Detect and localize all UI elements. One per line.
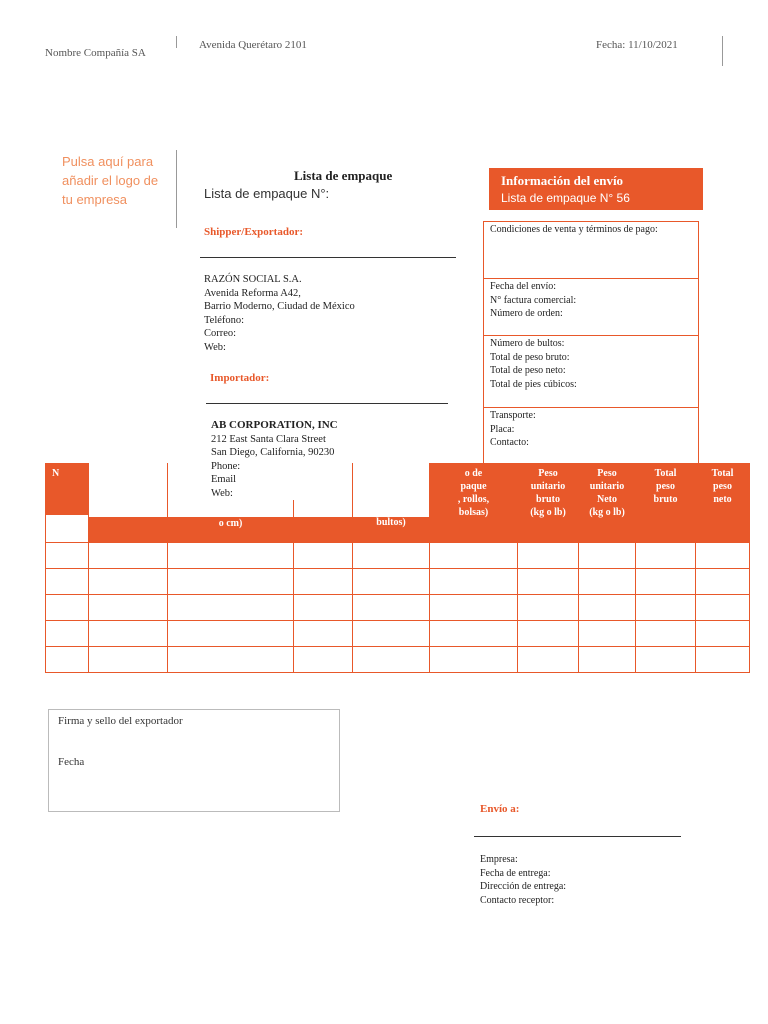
shipper-line: Correo: — [204, 328, 237, 339]
info-section-transport — [484, 408, 698, 464]
shipper-line: Barrio Moderno, Ciudad de México — [204, 301, 355, 312]
importer-line: Web: — [211, 487, 233, 499]
ship-to-line: Fecha de entrega: — [480, 867, 551, 879]
importer-company: AB CORPORATION, INC — [211, 419, 338, 431]
header-date: Fecha: 11/10/2021 — [596, 39, 678, 51]
table-cell[interactable] — [89, 595, 168, 621]
ship-to-line: Contacto receptor: — [480, 894, 555, 906]
table-cell[interactable] — [89, 543, 168, 569]
items-table — [45, 463, 750, 673]
table-cell[interactable] — [168, 543, 294, 569]
table-row — [46, 595, 750, 621]
shipment-info-box — [483, 221, 699, 463]
table-cell[interactable] — [353, 621, 430, 647]
ship-to-line: Dirección de entrega: — [480, 881, 567, 892]
table-cell[interactable] — [636, 647, 696, 673]
table-cell[interactable] — [579, 621, 636, 647]
header-divider-right — [722, 36, 723, 66]
header-cell-total-gross-weight: Total peso bruto — [636, 464, 696, 543]
info-section-shipment — [484, 279, 698, 336]
table-cell[interactable] — [636, 543, 696, 569]
table-cell[interactable] — [168, 569, 294, 595]
shipper-title: Shipper/Exportador: — [204, 226, 304, 238]
header-text: N — [52, 468, 60, 479]
table-cell[interactable] — [518, 543, 579, 569]
table-cell[interactable] — [696, 595, 750, 621]
table-row — [46, 569, 750, 595]
table-cell[interactable] — [353, 595, 430, 621]
importer-line: San Diego, California, 90230 — [211, 447, 335, 458]
ship-to-line: Empresa: — [480, 854, 518, 865]
ship-to-title: Envío a: — [480, 803, 520, 815]
info-line: Total de peso neto: — [490, 365, 566, 376]
importer-title: Importador: — [210, 372, 270, 384]
header-cell-dimensions: o cm) — [168, 464, 294, 543]
ship-to-details — [480, 853, 566, 907]
ship-to-underline — [474, 836, 681, 837]
shipper-details — [204, 273, 355, 354]
table-row — [46, 647, 750, 673]
table-cell[interactable] — [168, 621, 294, 647]
table-cell[interactable] — [294, 595, 353, 621]
table-cell[interactable] — [579, 543, 636, 569]
header-cell-index — [46, 464, 89, 543]
importer-line: Email — [211, 474, 237, 485]
logo-placeholder[interactable]: Pulsa aquí para añadir el logo de tu empresa — [62, 154, 159, 207]
logo-divider — [176, 150, 177, 228]
table-cell[interactable] — [168, 595, 294, 621]
header-cell-description — [89, 464, 168, 543]
table-cell[interactable] — [579, 595, 636, 621]
info-line: Total de peso bruto: — [490, 351, 570, 363]
header-company-name: Nombre Compañía SA — [45, 47, 146, 59]
table-cell[interactable] — [89, 569, 168, 595]
table-cell[interactable] — [353, 569, 430, 595]
signature-label: Firma y sello del exportador — [58, 715, 183, 727]
table-cell[interactable] — [579, 647, 636, 673]
table-cell[interactable] — [168, 647, 294, 673]
table-cell[interactable] — [696, 543, 750, 569]
shipper-line: Avenida Reforma A42, — [204, 287, 301, 299]
info-line: Número de orden: — [490, 308, 563, 319]
table-cell[interactable] — [636, 569, 696, 595]
table-cell[interactable] — [89, 621, 168, 647]
shipper-underline — [200, 257, 456, 258]
info-line: Transporte: — [490, 410, 536, 421]
table-cell[interactable] — [518, 621, 579, 647]
table-cell[interactable] — [518, 595, 579, 621]
info-line: Total de pies cúbicos: — [490, 378, 577, 390]
info-line: N° factura comercial: — [490, 294, 577, 306]
table-cell[interactable] — [353, 543, 430, 569]
table-cell[interactable] — [294, 621, 353, 647]
info-line: Placa: — [490, 423, 515, 435]
table-cell[interactable] — [430, 595, 518, 621]
table-cell[interactable] — [579, 569, 636, 595]
table-cell[interactable] — [518, 647, 579, 673]
signature-date-label: Fecha — [58, 756, 85, 768]
table-cell[interactable] — [294, 543, 353, 569]
header-cell-unit-gross-weight: Peso unitario bruto (kg o lb) — [518, 464, 579, 543]
table-cell[interactable] — [430, 569, 518, 595]
header-cell-unit-net-weight: Peso unitario Neto (kg o lb) — [579, 464, 636, 543]
shipper-line: Teléfono: — [204, 314, 245, 326]
info-line: Fecha del envío: — [490, 281, 557, 292]
info-line: Condiciones de venta y términos de pago: — [490, 224, 658, 235]
header-cell-package-type: o de paque , rollos, bolsas) — [430, 464, 518, 543]
table-cell[interactable] — [353, 647, 430, 673]
table-cell[interactable] — [430, 647, 518, 673]
info-line: Contacto: — [490, 437, 529, 448]
signature-box[interactable] — [48, 709, 340, 812]
importer-underline — [206, 403, 448, 404]
table-cell[interactable] — [636, 621, 696, 647]
shipper-line: Web: — [204, 341, 226, 353]
table-cell[interactable] — [46, 595, 89, 621]
table-cell[interactable] — [46, 543, 89, 569]
table-cell[interactable] — [696, 569, 750, 595]
table-cell[interactable] — [294, 647, 353, 673]
info-section-terms — [484, 222, 698, 279]
table-cell[interactable] — [430, 543, 518, 569]
table-cell[interactable] — [89, 647, 168, 673]
table-header-row — [46, 464, 750, 543]
shipment-info-title: Información del envío — [501, 173, 624, 188]
shipment-info-number: Lista de empaque N° 56 — [501, 191, 630, 205]
info-section-weights — [484, 336, 698, 408]
header-cell-total-net-weight: Total peso neto — [696, 464, 750, 543]
header-address: Avenida Querétaro 2101 — [199, 39, 307, 51]
table-cell[interactable] — [518, 569, 579, 595]
shipment-info-header — [489, 168, 703, 210]
importer-line: Phone: — [211, 460, 241, 472]
shipper-line: RAZÓN SOCIAL S.A. — [204, 274, 302, 285]
table-cell[interactable] — [294, 569, 353, 595]
table-cell[interactable] — [696, 647, 750, 673]
info-line: Número de bultos: — [490, 338, 565, 349]
table-cell[interactable] — [46, 647, 89, 673]
table-cell[interactable] — [46, 569, 89, 595]
importer-details — [211, 419, 344, 500]
table-cell[interactable] — [636, 595, 696, 621]
table-row — [46, 543, 750, 569]
header-divider — [176, 36, 177, 48]
document-title: Lista de empaque — [294, 168, 393, 183]
table-cell[interactable] — [696, 621, 750, 647]
header-cell-packages: bultos) — [353, 464, 430, 543]
table-row — [46, 621, 750, 647]
list-number-label: Lista de empaque N°: — [204, 186, 330, 201]
importer-line: 212 East Santa Clara Street — [211, 433, 326, 445]
table-cell[interactable] — [46, 621, 89, 647]
table-cell[interactable] — [430, 621, 518, 647]
